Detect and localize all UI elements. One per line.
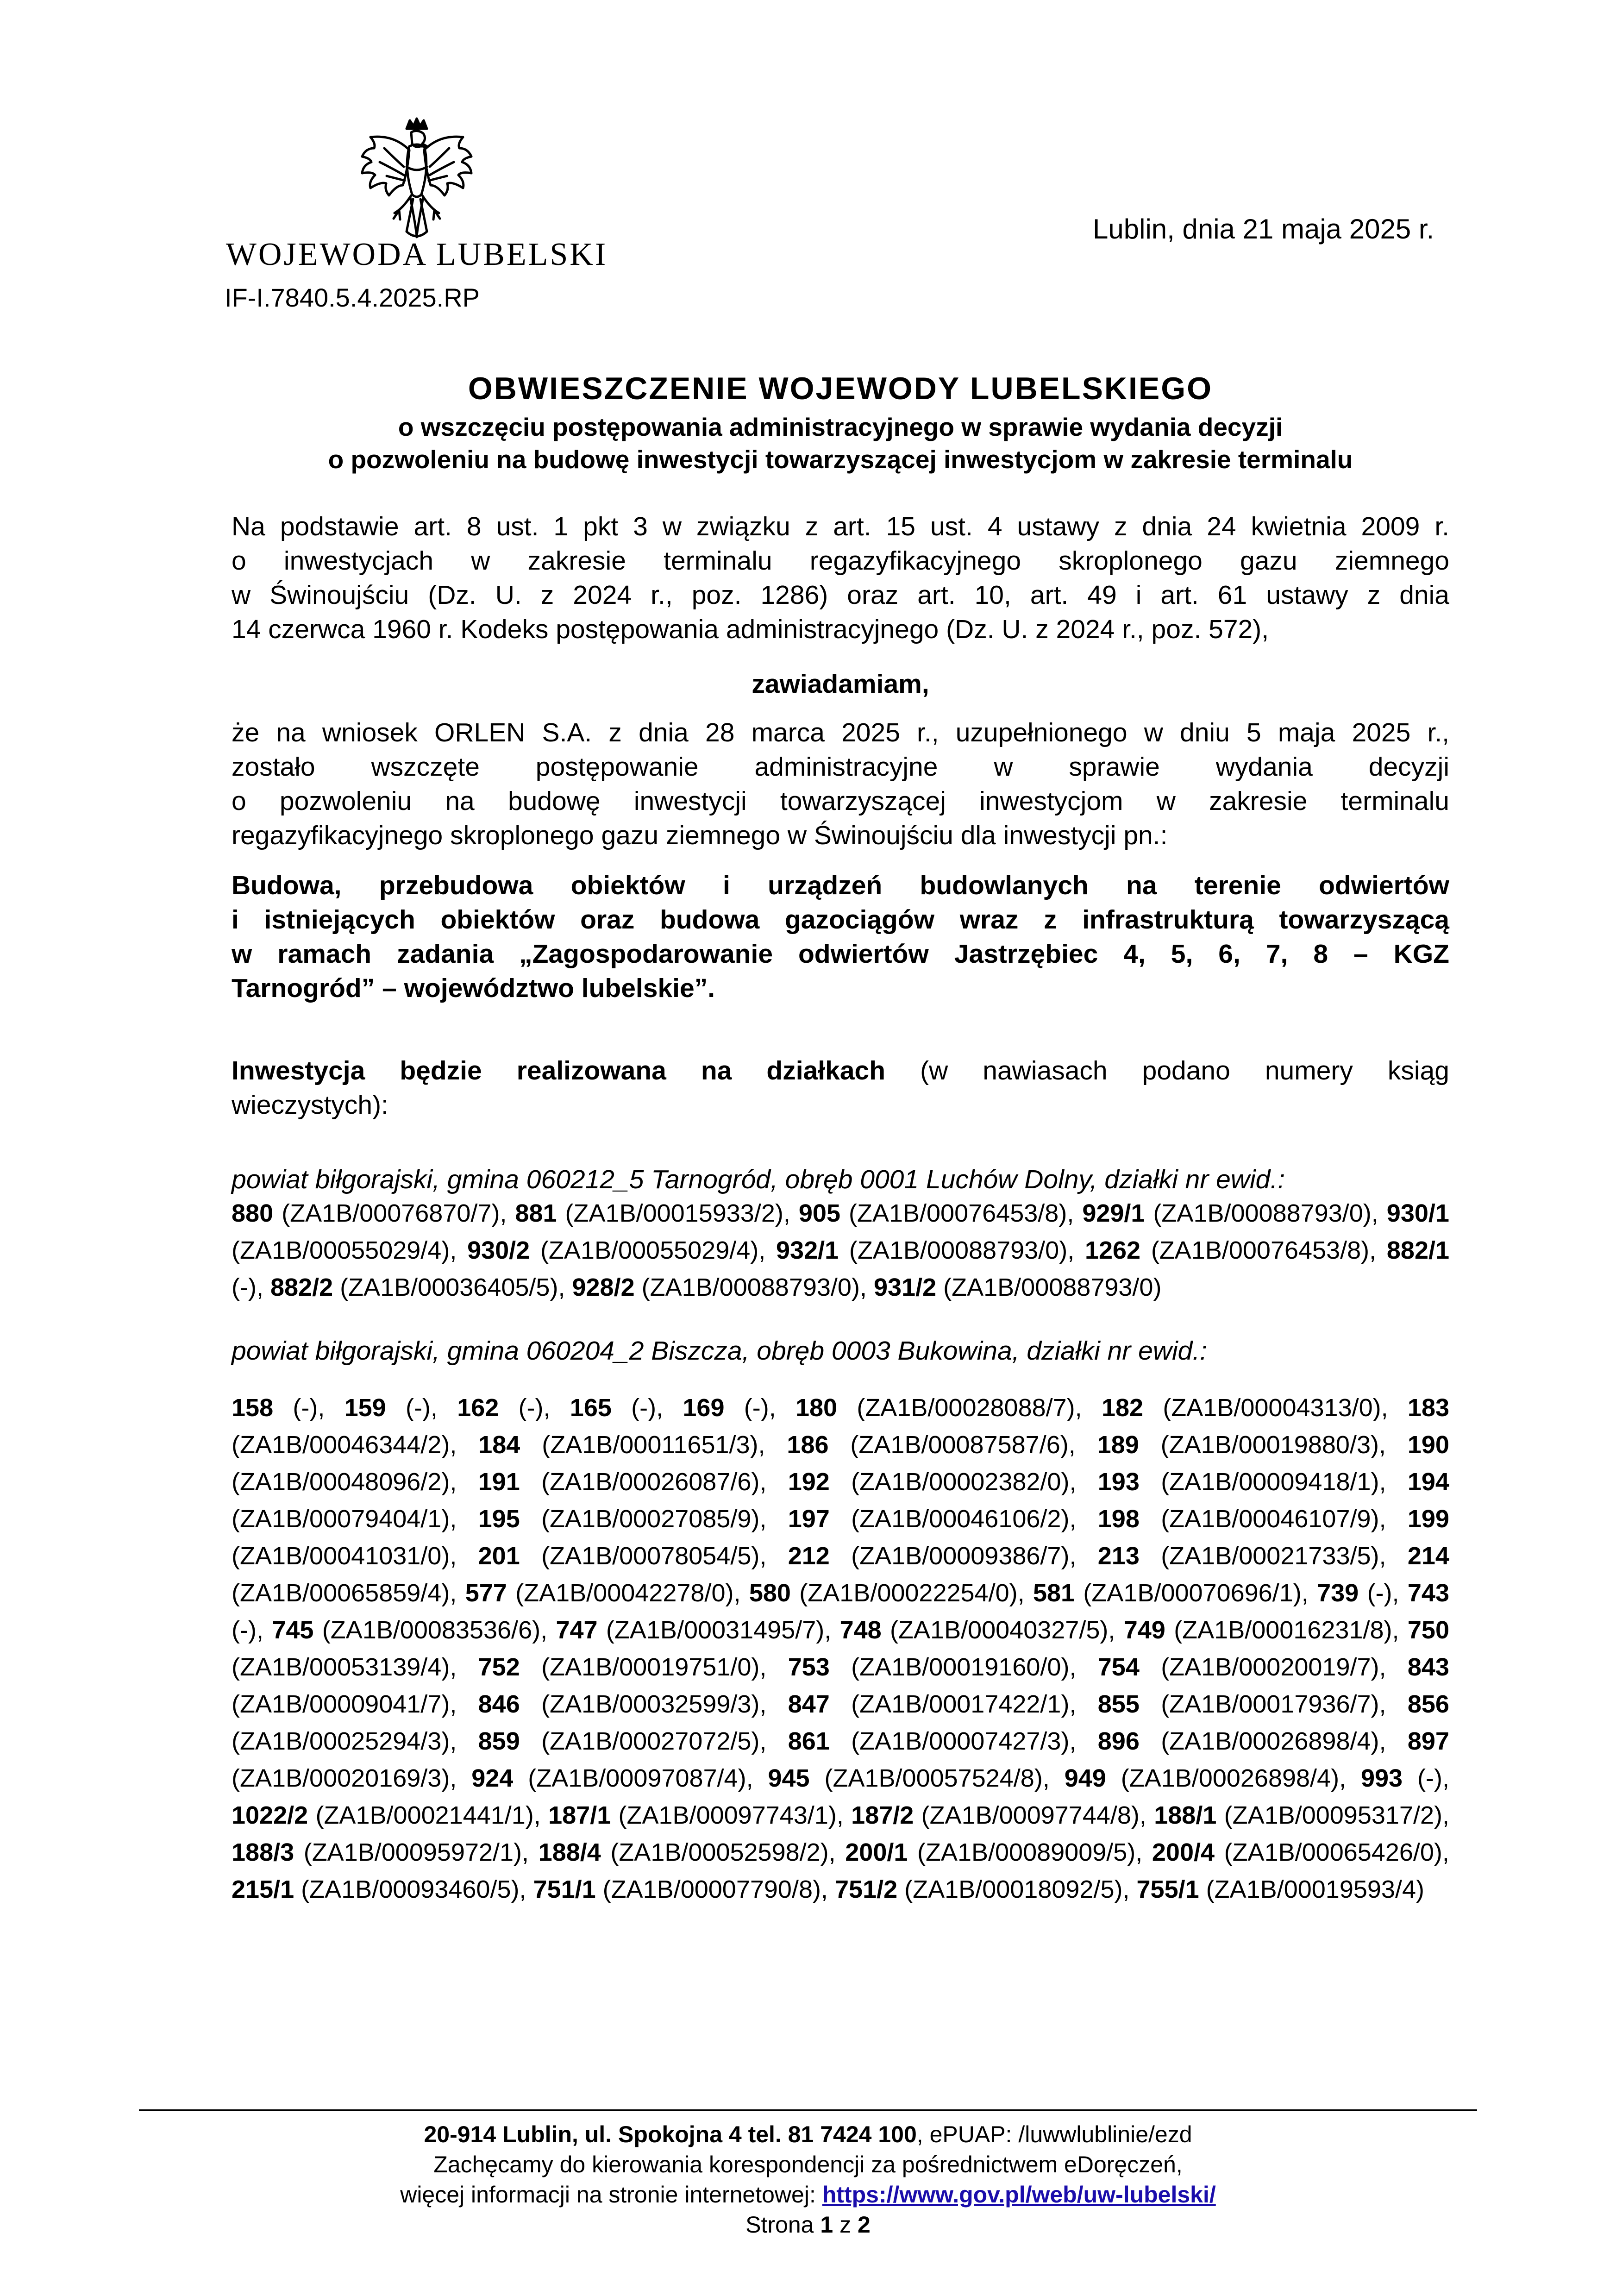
footer-address <box>139 2121 1477 2148</box>
plot-number: 201 <box>478 1542 520 1570</box>
land-register-number: (ZA1B/00026087/6) <box>541 1468 760 1496</box>
footer-divider <box>139 2109 1477 2111</box>
plot-entry: 753 (ZA1B/00019160/0), <box>788 1653 1098 1681</box>
legal-basis-line: Na podstawie art. 8 ust. 1 pkt 3 w związku z art. 15 ust. 4 ustawy z dnia 24 kwietnia 2009 r. <box>232 512 1449 541</box>
plot-number: 880 <box>232 1199 274 1227</box>
application-info-line: o pozwoleniu na budowę inwestycji towarzyszącej inwestycjom w zakresie terminalu <box>232 786 1449 816</box>
application-info-line: zostało wszczęte postępowanie administracyjne w sprawie wydania decyzji <box>232 752 1449 782</box>
plot-number: 188/4 <box>538 1838 601 1866</box>
land-register-number: (ZA1B/00053139/4) <box>232 1653 450 1681</box>
plot-entry: 193 (ZA1B/00009418/1), <box>1097 1468 1408 1496</box>
plot-entry: 905 (ZA1B/00076453/8), <box>798 1199 1083 1227</box>
land-register-number: (-) <box>1367 1579 1392 1607</box>
land-register-number: (ZA1B/00052598/2) <box>610 1838 829 1866</box>
plot-entry: 188/1 (ZA1B/00095317/2), <box>1154 1801 1449 1829</box>
land-register-number: (ZA1B/00046107/9) <box>1161 1505 1379 1533</box>
land-register-number: (ZA1B/00097744/8) <box>921 1801 1140 1829</box>
land-register-number: (ZA1B/00076870/7) <box>282 1199 500 1227</box>
plot-entry: 214 (ZA1B/00065859/4), <box>232 1542 1449 1607</box>
plot-number: 881 <box>515 1199 557 1227</box>
land-register-number: (ZA1B/00021733/5) <box>1161 1542 1379 1570</box>
land-register-number: (ZA1B/00025294/3) <box>232 1727 450 1755</box>
plot-number: 169 <box>683 1394 725 1422</box>
land-register-number: (ZA1B/00019751/0) <box>541 1653 760 1681</box>
plot-number: 743 <box>1407 1579 1449 1607</box>
land-register-number: (ZA1B/00026898/4) <box>1121 1764 1340 1792</box>
plot-number: 581 <box>1033 1579 1075 1607</box>
land-register-number: (-) <box>232 1273 257 1301</box>
legal-basis-paragraph <box>232 509 1449 646</box>
page-current: 1 <box>820 2212 833 2238</box>
plot-number: 928/2 <box>572 1273 635 1301</box>
plot-number: 197 <box>788 1505 830 1533</box>
plot-entry: 212 (ZA1B/00009386/7), <box>788 1542 1098 1570</box>
plots-intro-paragraph <box>232 1054 1449 1122</box>
plot-number: 180 <box>795 1394 838 1422</box>
plot-number: 855 <box>1097 1690 1140 1718</box>
plot-number: 212 <box>788 1542 830 1570</box>
plot-number: 753 <box>788 1653 830 1681</box>
document-date: Lublin, dnia 21 maja 2025 r. <box>1093 213 1434 245</box>
plot-entry: 743 (-), <box>232 1579 1449 1644</box>
plot-number: 158 <box>232 1394 274 1422</box>
plot-entry: 188/3 (ZA1B/00095972/1), <box>232 1838 539 1866</box>
plot-entry: 855 (ZA1B/00017936/7), <box>1097 1690 1408 1718</box>
document-subtitle-line-2: o pozwoleniu na budowę inwestycji towarzyszącej inwestycjom w zakresie terminalu <box>328 445 1353 474</box>
plot-number: 755/1 <box>1136 1876 1199 1903</box>
plot-entry: 1022/2 (ZA1B/00021441/1), <box>232 1801 549 1829</box>
land-register-number: (ZA1B/00017422/1) <box>851 1690 1070 1718</box>
land-register-number: (ZA1B/00009041/7) <box>232 1690 450 1718</box>
legal-basis-line: o inwestycjach w zakresie terminalu regazyfikacyjnego skroplonego gazu ziemnego <box>232 546 1449 576</box>
land-register-number: (ZA1B/00011651/3) <box>542 1431 758 1459</box>
plot-number: 184 <box>478 1431 520 1459</box>
plot-number: 882/2 <box>270 1273 333 1301</box>
investment-name-line: Budowa, przebudowa obiektów i urządzeń budowlanych na terenie odwiertów <box>232 871 1449 900</box>
land-register-number: (ZA1B/00019160/0) <box>851 1653 1070 1681</box>
plot-number: 187/2 <box>851 1801 914 1829</box>
plot-entry: 859 (ZA1B/00027072/5), <box>478 1727 788 1755</box>
plot-number: 896 <box>1097 1727 1140 1755</box>
notify-heading: zawiadamiam, <box>752 669 929 699</box>
land-register-number: (ZA1B/00036405/5) <box>340 1273 558 1301</box>
document-title: OBWIESZCZENIE WOJEWODY LUBELSKIEGO <box>468 371 1213 406</box>
plot-number: 745 <box>272 1616 314 1644</box>
plot-entry: 993 (-), <box>1360 1764 1449 1792</box>
plot-number: 199 <box>1407 1505 1449 1533</box>
plot-entry: 945 (ZA1B/00057524/8), <box>768 1764 1065 1792</box>
plot-entry: 186 (ZA1B/00087587/6), <box>787 1431 1097 1459</box>
legal-basis-line: 14 czerwca 1960 r. Kodeks postępowania administracyjnego (Dz. U. z 2024 r., poz. 572), <box>232 615 1269 644</box>
land-register-number: (ZA1B/00042278/0) <box>515 1579 734 1607</box>
plot-number: 949 <box>1064 1764 1106 1792</box>
plot-entry: 861 (ZA1B/00007427/3), <box>788 1727 1098 1755</box>
document-subtitle-line-1: o wszczęciu postępowania administracyjnego w sprawie wydania decyzji <box>398 413 1283 441</box>
plot-number: 856 <box>1407 1690 1449 1718</box>
land-register-number: (ZA1B/00095972/1) <box>303 1838 522 1866</box>
land-register-number: (ZA1B/00088793/0) <box>641 1273 860 1301</box>
plot-number: 859 <box>478 1727 520 1755</box>
land-register-number: (-) <box>232 1616 257 1644</box>
plot-entry: 1262 (ZA1B/00076453/8), <box>1084 1236 1387 1264</box>
plot-entry: 750 (ZA1B/00053139/4), <box>232 1616 1449 1681</box>
plot-entry: 183 (ZA1B/00046344/2), <box>232 1394 1450 1459</box>
page-total: 2 <box>858 2212 871 2238</box>
plot-number: 191 <box>478 1468 520 1496</box>
plot-number: 188/1 <box>1154 1801 1217 1829</box>
land-register-number: (ZA1B/00040327/5) <box>890 1616 1109 1644</box>
page-separator: z <box>839 2212 852 2238</box>
plot-number: 754 <box>1097 1653 1140 1681</box>
land-register-number: (ZA1B/00020019/7) <box>1161 1653 1379 1681</box>
plot-number: 749 <box>1123 1616 1165 1644</box>
footer-website-link[interactable]: https://www.gov.pl/web/uw-lubelski/ <box>822 2182 1216 2208</box>
plot-number: 751/1 <box>533 1876 596 1903</box>
land-register-number: (ZA1B/00041031/0) <box>232 1542 450 1570</box>
plot-entry: 215/1 (ZA1B/00093460/5), <box>232 1876 533 1903</box>
plot-entry: 577 (ZA1B/00042278/0), <box>465 1579 749 1607</box>
plot-entry: 180 (ZA1B/00028088/7), <box>795 1394 1102 1422</box>
plot-entry: 191 (ZA1B/00026087/6), <box>478 1468 788 1496</box>
plot-entry: 192 (ZA1B/00002382/0), <box>788 1468 1098 1496</box>
plot-entry: 749 (ZA1B/00016231/8), <box>1123 1616 1408 1644</box>
area-1-plot-list <box>232 1195 1449 1306</box>
area-2-plot-list <box>232 1389 1449 1908</box>
land-register-number: (ZA1B/00015933/2) <box>565 1199 783 1227</box>
plot-entry: 843 (ZA1B/00009041/7), <box>232 1653 1449 1718</box>
plot-number: 159 <box>344 1394 386 1422</box>
plot-entry: 929/1 (ZA1B/00088793/0), <box>1082 1199 1387 1227</box>
land-register-number: (ZA1B/00021441/1) <box>315 1801 534 1829</box>
plot-entry <box>874 1273 1161 1301</box>
plot-entry: 897 (ZA1B/00020169/3), <box>232 1727 1449 1792</box>
plot-entry: 882/1 (-), <box>232 1236 1450 1301</box>
plot-number: 187/1 <box>548 1801 611 1829</box>
plot-number: 200/1 <box>845 1838 908 1866</box>
plot-number: 861 <box>788 1727 830 1755</box>
plot-number: 1262 <box>1084 1236 1141 1264</box>
plot-number: 577 <box>465 1579 507 1607</box>
investment-name-line: Tarnogród” – województwo lubelskie”. <box>232 973 715 1003</box>
land-register-number: (ZA1B/00076453/8) <box>848 1199 1067 1227</box>
plot-number: 195 <box>478 1505 520 1533</box>
plot-entry: 201 (ZA1B/00078054/5), <box>478 1542 788 1570</box>
plot-entry: 213 (ZA1B/00021733/5), <box>1097 1542 1408 1570</box>
plot-entry: 159 (-), <box>344 1394 457 1422</box>
plot-entry: 745 (ZA1B/00083536/6), <box>272 1616 556 1644</box>
plot-number: 752 <box>478 1653 520 1681</box>
land-register-number: (ZA1B/00007790/8) <box>602 1876 821 1903</box>
plot-entry: 751/2 (ZA1B/00018092/5), <box>835 1876 1137 1903</box>
land-register-number: (-) <box>631 1394 657 1422</box>
plot-number: 882/1 <box>1386 1236 1450 1264</box>
plots-intro-line-2: wieczystych): <box>232 1090 388 1120</box>
investment-name-line: w ramach zadania „Zagospodarowanie odwiertów Jastrzębiec 4, 5, 6, 7, 8 – KGZ <box>232 939 1449 969</box>
plot-number: 929/1 <box>1082 1199 1145 1227</box>
plot-entry: 188/4 (ZA1B/00052598/2), <box>538 1838 846 1866</box>
plot-number: 846 <box>478 1690 520 1718</box>
application-info-paragraph <box>232 715 1449 853</box>
plot-number: 905 <box>798 1199 840 1227</box>
plot-number: 924 <box>471 1764 514 1792</box>
footer-address-rest: , ePUAP: /luwwlublinie/ezd <box>916 2121 1192 2147</box>
plot-number: 1022/2 <box>232 1801 308 1829</box>
plot-entry: 198 (ZA1B/00046107/9), <box>1097 1505 1408 1533</box>
plot-entry: 165 (-), <box>570 1394 683 1422</box>
plot-entry: 739 (-), <box>1317 1579 1408 1607</box>
land-register-number: (ZA1B/00032599/3) <box>541 1690 760 1718</box>
authority-name: WOJEWODA LUBELSKI <box>225 237 608 272</box>
plot-number: 739 <box>1317 1579 1359 1607</box>
plot-number: 200/4 <box>1152 1838 1215 1866</box>
plot-number: 162 <box>457 1394 499 1422</box>
land-register-number: (ZA1B/00002382/0) <box>851 1468 1070 1496</box>
plot-entry: 747 (ZA1B/00031495/7), <box>556 1616 840 1644</box>
plot-entry: 199 (ZA1B/00041031/0), <box>232 1505 1449 1570</box>
plot-number: 198 <box>1097 1505 1140 1533</box>
plot-number: 192 <box>788 1468 830 1496</box>
plot-entry: 580 (ZA1B/00022254/0), <box>749 1579 1033 1607</box>
land-register-number: (ZA1B/00019880/3) <box>1160 1431 1379 1459</box>
footer-address-bold: 20-914 Lublin, ul. Spokojna 4 tel. 81 7424 100 <box>424 2121 917 2147</box>
plot-number: 194 <box>1407 1468 1449 1496</box>
plot-entry: 880 (ZA1B/00076870/7), <box>232 1199 515 1227</box>
land-register-number: (ZA1B/00009386/7) <box>851 1542 1070 1570</box>
plot-entry: 182 (ZA1B/00004313/0), <box>1101 1394 1408 1422</box>
land-register-number: (ZA1B/00078054/5) <box>541 1542 760 1570</box>
plot-number: 747 <box>556 1616 598 1644</box>
plot-number: 931/2 <box>873 1273 937 1301</box>
plot-entry: 896 (ZA1B/00026898/4), <box>1097 1727 1408 1755</box>
plot-number: 189 <box>1097 1431 1139 1459</box>
plot-entry: 187/2 (ZA1B/00097744/8), <box>851 1801 1154 1829</box>
plot-number: 847 <box>788 1690 830 1718</box>
legal-basis-line: w Świnoujściu (Dz. U. z 2024 r., poz. 1286) oraz art. 10, art. 49 i art. 61 ustawy z dnia <box>232 580 1449 610</box>
land-register-number: (ZA1B/00088793/0) <box>849 1236 1068 1264</box>
plot-number: 193 <box>1097 1468 1140 1496</box>
land-register-number: (ZA1B/00083536/6) <box>322 1616 541 1644</box>
land-register-number: (-) <box>1417 1764 1442 1792</box>
plot-number: 930/2 <box>467 1236 530 1264</box>
plot-entry: 581 (ZA1B/00070696/1), <box>1033 1579 1317 1607</box>
land-register-number: (ZA1B/00046106/2) <box>851 1505 1070 1533</box>
plot-entry: 882/2 (ZA1B/00036405/5), <box>270 1273 572 1301</box>
plot-entry: 194 (ZA1B/00079404/1), <box>232 1468 1449 1533</box>
land-register-number: (ZA1B/00017936/7) <box>1161 1690 1379 1718</box>
application-info-line: regazyfikacyjnego skroplonego gazu ziemnego w Świnoujściu dla inwestycji pn.: <box>232 821 1168 850</box>
land-register-number: (ZA1B/00065426/0) <box>1224 1838 1442 1866</box>
plot-entry: 751/1 (ZA1B/00007790/8), <box>533 1876 835 1903</box>
page-word: Strona <box>745 2212 814 2238</box>
plot-entry: 162 (-), <box>457 1394 570 1422</box>
land-register-number: (ZA1B/00079404/1) <box>232 1505 450 1533</box>
plot-number: 930/1 <box>1386 1199 1449 1227</box>
plot-entry: 846 (ZA1B/00032599/3), <box>478 1690 788 1718</box>
document-reference: IF-I.7840.5.4.2025.RP <box>225 283 480 312</box>
land-register-number: (ZA1B/00031495/7) <box>606 1616 825 1644</box>
plot-number: 183 <box>1407 1394 1450 1422</box>
plot-number: 580 <box>749 1579 791 1607</box>
plot-entry: 195 (ZA1B/00027085/9), <box>478 1505 788 1533</box>
land-register-number: (ZA1B/00022254/0) <box>799 1579 1018 1607</box>
land-register-number: (ZA1B/00055029/4) <box>232 1236 450 1264</box>
land-register-number: (ZA1B/00088793/0) <box>943 1273 1162 1301</box>
investment-name-paragraph <box>232 868 1449 1005</box>
plot-entry: 928/2 (ZA1B/00088793/0), <box>572 1273 874 1301</box>
footer-edoreczenia-note: Zachęcamy do kierowania korespondencji za pośrednictwem eDoręczeń, <box>433 2152 1183 2177</box>
plots-intro-line <box>232 1054 1449 1088</box>
plot-entry <box>1137 1876 1424 1903</box>
plot-number: 188/3 <box>232 1838 294 1866</box>
area-1-heading: powiat biłgorajski, gmina 060212_5 Tarnogród, obręb 0001 Luchów Dolny, działki nr ewid.: <box>232 1165 1285 1194</box>
land-register-number: (-) <box>744 1394 769 1422</box>
plot-entry: 169 (-), <box>683 1394 795 1422</box>
plot-number: 897 <box>1407 1727 1449 1755</box>
plot-entry: 949 (ZA1B/00026898/4), <box>1064 1764 1361 1792</box>
plot-entry: 200/1 (ZA1B/00089009/5), <box>845 1838 1152 1866</box>
land-register-number: (ZA1B/00070696/1) <box>1083 1579 1302 1607</box>
plot-number: 750 <box>1407 1616 1449 1644</box>
plot-number: 993 <box>1360 1764 1403 1792</box>
land-register-number: (ZA1B/00009418/1) <box>1161 1468 1379 1496</box>
plot-entry: 924 (ZA1B/00097087/4), <box>471 1764 768 1792</box>
area-2-heading: powiat biłgorajski, gmina 060204_2 Biszcza, obręb 0003 Bukowina, działki nr ewid.: <box>232 1336 1208 1366</box>
land-register-number: (ZA1B/00016231/8) <box>1174 1616 1392 1644</box>
plot-entry: 930/1 (ZA1B/00055029/4), <box>232 1199 1449 1264</box>
land-register-number: (ZA1B/00089009/5) <box>917 1838 1136 1866</box>
land-register-number: (ZA1B/00046344/2) <box>232 1431 450 1459</box>
plot-entry: 752 (ZA1B/00019751/0), <box>478 1653 788 1681</box>
land-register-number: (ZA1B/00019593/4) <box>1206 1876 1424 1903</box>
plot-entry: 754 (ZA1B/00020019/7), <box>1097 1653 1408 1681</box>
land-register-number: (ZA1B/00004313/0) <box>1163 1394 1381 1422</box>
land-register-number: (ZA1B/00097743/1) <box>618 1801 837 1829</box>
application-info-line: że na wniosek ORLEN S.A. z dnia 28 marca 2025 r., uzupełnionego w dniu 5 maja 2025 r., <box>232 718 1449 747</box>
plot-entry: 748 (ZA1B/00040327/5), <box>839 1616 1124 1644</box>
plot-entry: 158 (-), <box>232 1394 344 1422</box>
land-register-number: (ZA1B/00007427/3) <box>851 1727 1070 1755</box>
plot-number: 932/1 <box>776 1236 839 1264</box>
land-register-number: (ZA1B/00076453/8) <box>1151 1236 1370 1264</box>
land-register-number: (ZA1B/00055029/4) <box>540 1236 759 1264</box>
plots-intro-bold: Inwestycja będzie realizowana na działkach <box>232 1056 886 1085</box>
plot-entry: 184 (ZA1B/00011651/3), <box>478 1431 787 1459</box>
plot-entry: 189 (ZA1B/00019880/3), <box>1097 1431 1408 1459</box>
land-register-number: (ZA1B/00027072/5) <box>541 1727 760 1755</box>
land-register-number: (ZA1B/00027085/9) <box>541 1505 760 1533</box>
plot-number: 213 <box>1097 1542 1140 1570</box>
land-register-number: (ZA1B/00026898/4) <box>1161 1727 1379 1755</box>
land-register-number: (ZA1B/00028088/7) <box>857 1394 1075 1422</box>
eagle-emblem-icon <box>352 116 482 250</box>
page-number <box>139 2211 1477 2238</box>
land-register-number: (ZA1B/00057524/8) <box>824 1764 1043 1792</box>
plot-number: 751/2 <box>835 1876 898 1903</box>
land-register-number: (ZA1B/00088793/0) <box>1153 1199 1372 1227</box>
footer-website-line <box>139 2181 1477 2208</box>
land-register-number: (ZA1B/00020169/3) <box>232 1764 450 1792</box>
land-register-number: (-) <box>293 1394 318 1422</box>
plot-entry: 200/4 (ZA1B/00065426/0), <box>1152 1838 1449 1866</box>
land-register-number: (-) <box>405 1394 431 1422</box>
land-register-number: (ZA1B/00087587/6) <box>850 1431 1069 1459</box>
plot-entry: 881 (ZA1B/00015933/2), <box>515 1199 799 1227</box>
plot-number: 215/1 <box>232 1876 294 1903</box>
plot-number: 214 <box>1407 1542 1449 1570</box>
land-register-number: (ZA1B/00095317/2) <box>1224 1801 1442 1829</box>
plot-number: 165 <box>570 1394 612 1422</box>
plot-number: 945 <box>768 1764 810 1792</box>
plot-number: 843 <box>1407 1653 1449 1681</box>
plot-entry: 932/1 (ZA1B/00088793/0), <box>776 1236 1085 1264</box>
plots-intro-rest: (w nawiasach podano numery ksiąg <box>885 1056 1450 1085</box>
footer-website-prefix: więcej informacji na stronie internetowej: <box>400 2182 822 2208</box>
land-register-number: (ZA1B/00048096/2) <box>232 1468 450 1496</box>
plot-number: 182 <box>1101 1394 1144 1422</box>
plot-entry: 847 (ZA1B/00017422/1), <box>788 1690 1098 1718</box>
land-register-number: (ZA1B/00097087/4) <box>528 1764 746 1792</box>
plot-number: 748 <box>839 1616 882 1644</box>
plot-number: 190 <box>1407 1431 1449 1459</box>
plot-entry: 187/1 (ZA1B/00097743/1), <box>548 1801 852 1829</box>
land-register-number: (ZA1B/00018092/5) <box>904 1876 1123 1903</box>
plot-entry: 190 (ZA1B/00048096/2), <box>232 1431 1449 1496</box>
land-register-number: (ZA1B/00065859/4) <box>232 1579 450 1607</box>
land-register-number: (-) <box>518 1394 544 1422</box>
plot-entry: 856 (ZA1B/00025294/3), <box>232 1690 1449 1755</box>
plot-entry: 197 (ZA1B/00046106/2), <box>788 1505 1098 1533</box>
investment-name-line: i istniejących obiektów oraz budowa gazociągów wraz z infrastrukturą towarzyszącą <box>232 905 1449 935</box>
plot-number: 186 <box>787 1431 829 1459</box>
plot-entry: 930/2 (ZA1B/00055029/4), <box>467 1236 776 1264</box>
land-register-number: (ZA1B/00093460/5) <box>301 1876 520 1903</box>
